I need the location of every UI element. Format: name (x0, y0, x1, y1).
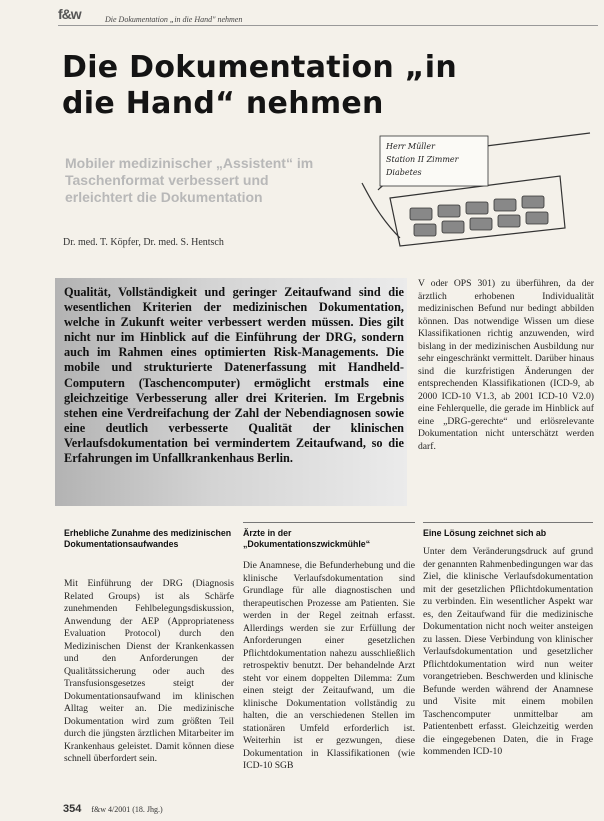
section-body-3 (423, 546, 593, 759)
section-body-2 (243, 560, 415, 773)
column-separator (423, 522, 593, 523)
handheld-illustration (360, 128, 600, 248)
column-separator (243, 522, 415, 523)
hand-sketch (362, 183, 400, 238)
lead-paragraph: Qualität, Vollständigkeit und geringer Zeitaufwand sind die wesentlichen Kriterien der medizinischen Dokumentation, welche in Zukunft weiter verbessert werden müssen. Dies gilt nicht nur im Hinblick auf die Einführung der DRG, sondern auch im Rahmen eines optimierten Risk-Managements. Die mobile und strukturierte Datenerfassung mit Handheld-Computern (Taschencomputer) ermöglicht erstmals eine gleichzeitige Verbesserung aller drei Kriterien. Im Ergebnis stehen eine Verdreifachung der Zahl der Nebendiagnosen sowie eine deutlich verbesserte Qualität der klinischen Verlaufsdokumentation bei vermindertem Zeitaufwand, so die Erfahrungen im Unfallkrankenhaus Berlin. (64, 285, 404, 466)
continued-text-column (418, 278, 594, 453)
section-heading-1: Erhebliche Zunahme des medizinischen Dokumentationsaufwandes (64, 528, 232, 549)
page-footer (63, 803, 163, 815)
article-title: Die Dokumentation „in die Hand“ nehmen (62, 50, 458, 121)
publisher-logo: f&w (58, 6, 81, 22)
section-heading-3: Eine Lösung zeichnet sich ab (423, 528, 547, 538)
article-authors: Dr. med. T. Köpfer, Dr. med. S. Hentsch (63, 237, 224, 248)
header-rule (58, 25, 598, 26)
running-title: Die Dokumentation „in die Hand" nehmen (105, 15, 243, 24)
body-paragraph: Die Anamnese, die Befunderhebung und die klinische Verlaufsdokumentation sind Grundlage für alle diagnostischen und therapeutischen Prozesse am Patienten. Sie werden in der Regel zeitnah erfasst. Allerdings werden sie zur Erfüllung der Anforderungen einer gesetzlichen Pflichtdokumentation nahezu ausschließlich retrospektiv benutzt. Der behandelnde Arzt steht vor einem doppelten Dilemma: Zum einen steigt der Zeitaufwand, um die klinische Dokumentation vollständig zu halten, die an verschiedenen Stellen im stationären Umfeld erforderlich ist. Weiterhin ist er gezwungen, diese Dokumentation in Klassifikationen (wie ICD-10 SGB (243, 560, 415, 771)
continued-paragraph: V oder OPS 301) zu überführen, da der ärztlich erhobenen Individualität medizinischen Befund nur bedingt abbilden können. Das notwendige Wissen um diese Klassifikationen richtig anzuwenden, wird bislang in der medizinischen Ausbildung nur sehr eingeschränkt vermittelt. Darüber hinaus sind die kurzfristigen Änderungen der entsprechenden Klassifikationen (ICD-9, ab 2000 ICD-10 V1.3, ab 2001 ICD-10 V2.0) eine Fehlerquelle, die gerade im Hinblick auf eine „DRG-gerechte“ und erlösrelevante Dokumentation nicht unterschätzt werden darf. (418, 278, 594, 452)
section-heading-2: Ärzte in der „Dokumentationszwickmühle“ (243, 528, 371, 549)
handheld-drawing (360, 128, 600, 248)
issue-label: f&w 4/2001 (18. Jhg.) (91, 805, 163, 814)
body-paragraph: Mit Einführung der DRG (Diagnosis Related Groups) ist als Schärfe zunehmenden Fehlbelegungsdiskussion, Anwendung der AEP (Appropriateness Evaluation Protocol) durch den Medizinischen Dienst der Krankenkassen und den Anforderungen der Qualitätssicherung oder auch des Transfusionsgesetzes steigt der Dokumentationsaufwand im klinischen Alltag weiter an. Die medizinische Dokumentation wird zum größten Teil durch die jüngsten ärztlichen Mitarbeiter im Krankenhaus geleistet. Damit können diese schnell überfordert sein. (64, 578, 234, 764)
article-subtitle: Mobiler medizinischer „Assistent“ im Taschenformat verbessert und erleichtert die Dokumentation (65, 155, 314, 205)
illustration-note: Herr Müller Station II Zimmer Diabetes (386, 142, 459, 177)
body-paragraph: Unter dem Veränderungsdruck auf grund der genannten Rahmenbedingungen war das Ziel, die klinische Verlaufsdokumentation mit der gesetzlichen Pflichtdokumentation zu verbinden. Ein wesentlicher Aspekt war es, den Zeitaufwand für die medizinische Dokumentation nicht noch weiter ansteigen zu lassen. Diese Verbindung von klinischer Verlaufsdokumentation und gesetzlicher Pflichtdokumentation wird nun weiter vorangetrieben. Beschwerden und klinische Befunde werden während der Anamnese und Visite mit einem mobilen Taschencomputer unmittelbar am Patientenbett erfasst. Gleichzeitig werden die eingegebenen Daten, die in Frage kommenden ICD-10 (423, 546, 593, 757)
page-number: 354 (63, 803, 82, 815)
section-body-1 (64, 578, 234, 766)
